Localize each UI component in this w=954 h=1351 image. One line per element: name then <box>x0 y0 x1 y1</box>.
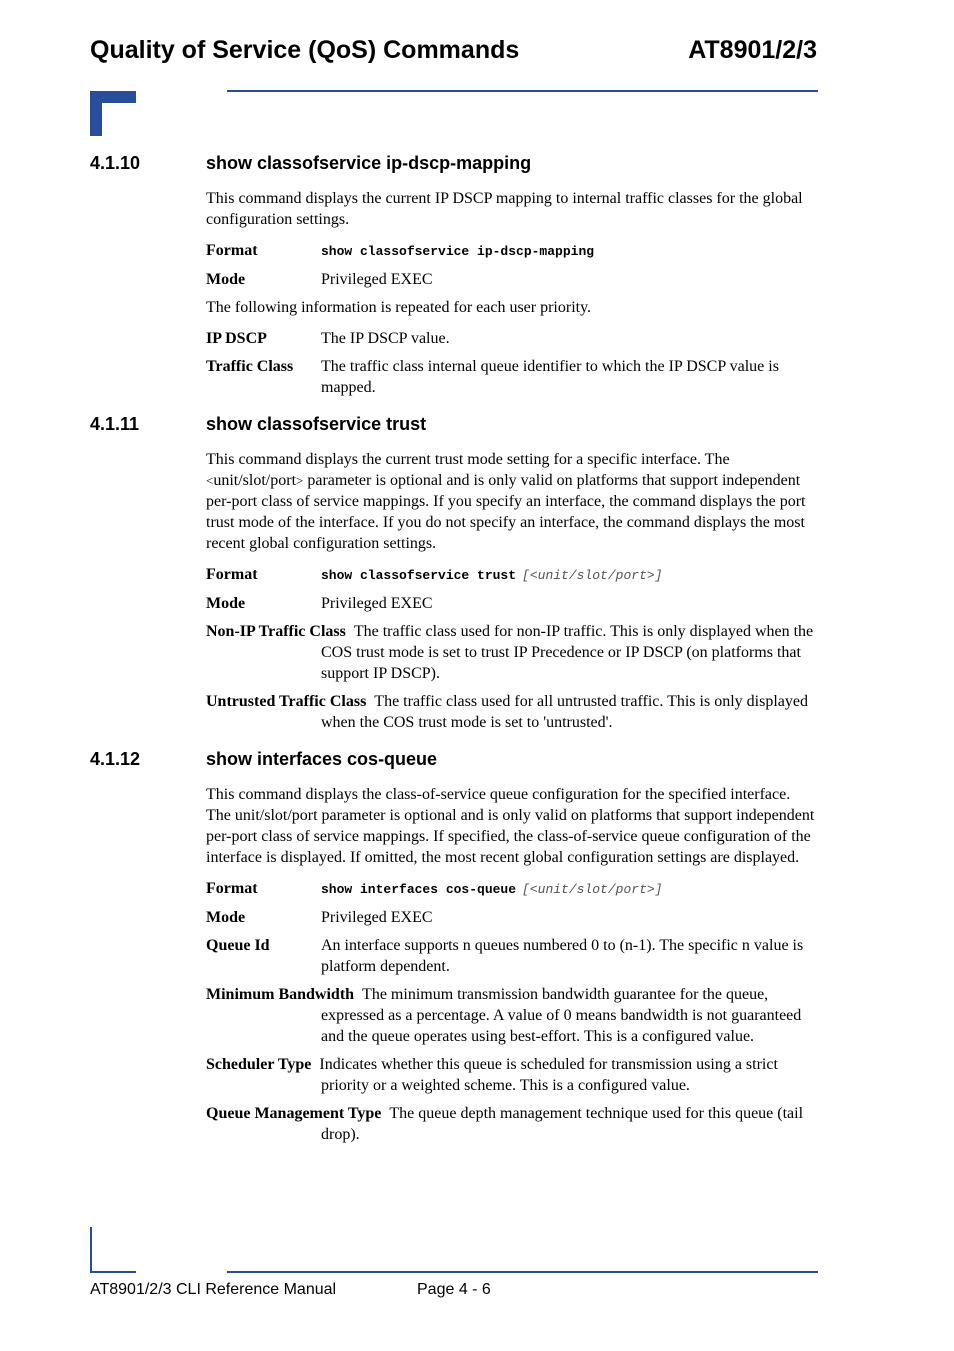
format-label: Format <box>206 566 258 583</box>
field-label: Minimum Bandwidth <box>206 986 355 1003</box>
section-title: show classofservice ip-dscp-mapping <box>206 153 532 173</box>
footer-rule <box>227 1271 818 1273</box>
mode-row <box>206 593 818 614</box>
intro-text: parameter is optional and is only valid on platforms that support independent per-port class of service mappings. If you specify an interface, the command displays the port trust mode of the interface. If you do not specify an interface, the command displays the most recent global configuration settings. <box>206 472 806 552</box>
section-intro: This command displays the class-of-service queue configuration for the specified interface. The unit/slot/port parameter is optional and is only valid on platforms that support independent per-port class of service mappings. If specified, the class-of-service queue configuration of the interface is displayed. If omitted, the most recent global configuration settings are displayed. <box>206 786 815 866</box>
section-number: 4.1.12 <box>90 749 141 769</box>
format-label: Format <box>206 242 258 259</box>
page-header-product: AT8901/2/3 <box>688 36 817 64</box>
intro-param: unit/slot/port <box>213 472 297 489</box>
section-intro: This command displays the current IP DSCP mapping to internal traffic classes for the global configuration settings. <box>206 190 803 228</box>
field-row <box>206 356 818 398</box>
field-description: The traffic class used for all untrusted traffic. This is only displayed when the COS trust mode is set to 'untrusted'. <box>321 693 808 731</box>
mode-value: Privileged EXEC <box>321 595 433 612</box>
angle-close: > <box>296 473 304 488</box>
mode-label: Mode <box>206 271 246 288</box>
mode-row <box>206 269 818 290</box>
format-argument: [<unit/slot/port>] <box>522 568 663 583</box>
section-title: show classofservice trust <box>206 414 427 434</box>
intro-text: This command displays the current trust mode setting for a specific interface. The <box>206 451 730 468</box>
section-number: 4.1.10 <box>90 153 141 173</box>
repeat-note: The following information is repeated for each user priority. <box>206 299 592 316</box>
footer-manual-title: AT8901/2/3 CLI Reference Manual <box>90 1281 337 1298</box>
section-body <box>206 188 818 398</box>
field-row <box>206 621 818 684</box>
section-body <box>206 449 818 733</box>
field-label: Scheduler Type <box>206 1056 312 1073</box>
format-row <box>206 240 818 262</box>
section-intro <box>206 449 818 554</box>
field-description: An interface supports n queues numbered 0 to (n-1). The specific n value is platform dependent. <box>321 937 804 975</box>
section-heading <box>90 746 818 772</box>
section-title: show interfaces cos-queue <box>206 749 438 769</box>
format-row <box>206 878 818 900</box>
field-row <box>206 1103 818 1145</box>
corner-mark-bottom-vertical <box>90 1227 92 1273</box>
field-label: Untrusted Traffic Class <box>206 693 367 710</box>
section-number: 4.1.11 <box>90 414 140 434</box>
field-description: The queue depth management technique used for this queue (tail drop). <box>321 1105 804 1143</box>
field-row <box>206 935 818 977</box>
page-content <box>90 150 818 1152</box>
format-row <box>206 564 818 586</box>
format-command: show classofservice trust <box>321 568 517 583</box>
field-label: IP DSCP <box>206 330 267 347</box>
field-description: The traffic class internal queue identifier to which the IP DSCP value is mapped. <box>321 358 779 396</box>
field-row <box>206 1054 818 1096</box>
field-description: The traffic class used for non-IP traffic. This is only displayed when the COS trust mode is set to trust IP Precedence or IP DSCP (on platforms that support IP DSCP). <box>321 623 814 682</box>
field-description: The minimum transmission bandwidth guarantee for the queue, expressed as a percentage. A value of 0 means bandwidth is not guaranteed and the queue operates using best-effort. This is a configured value. <box>321 986 802 1045</box>
format-label: Format <box>206 880 258 897</box>
mode-value: Privileged EXEC <box>321 271 433 288</box>
mode-label: Mode <box>206 909 246 926</box>
field-label: Non-IP Traffic Class <box>206 623 346 640</box>
field-label: Queue Id <box>206 937 270 954</box>
header-rule <box>227 90 818 92</box>
mode-value: Privileged EXEC <box>321 909 433 926</box>
corner-mark-top-vertical <box>90 91 102 136</box>
field-label: Traffic Class <box>206 358 294 375</box>
angle-open: < <box>206 473 214 488</box>
page-header-title: Quality of Service (QoS) Commands <box>90 36 520 64</box>
section-heading <box>90 150 818 176</box>
field-label: Queue Management Type <box>206 1105 382 1122</box>
field-row <box>206 691 818 733</box>
footer-page-number: Page 4 - 6 <box>417 1281 491 1298</box>
mode-row <box>206 907 818 928</box>
field-description: Indicates whether this queue is scheduled for transmission using a strict priority or a weighted scheme. This is a configured value. <box>319 1056 778 1094</box>
format-command: show classofservice ip-dscp-mapping <box>321 244 595 259</box>
field-row <box>206 984 818 1047</box>
field-row <box>206 328 818 349</box>
section-body <box>206 784 818 1145</box>
format-argument: [<unit/slot/port>] <box>522 882 663 897</box>
format-command: show interfaces cos-queue <box>321 882 517 897</box>
mode-label: Mode <box>206 595 246 612</box>
field-description: The IP DSCP value. <box>321 330 450 347</box>
corner-mark-bottom <box>90 1271 136 1273</box>
section-heading <box>90 411 818 437</box>
